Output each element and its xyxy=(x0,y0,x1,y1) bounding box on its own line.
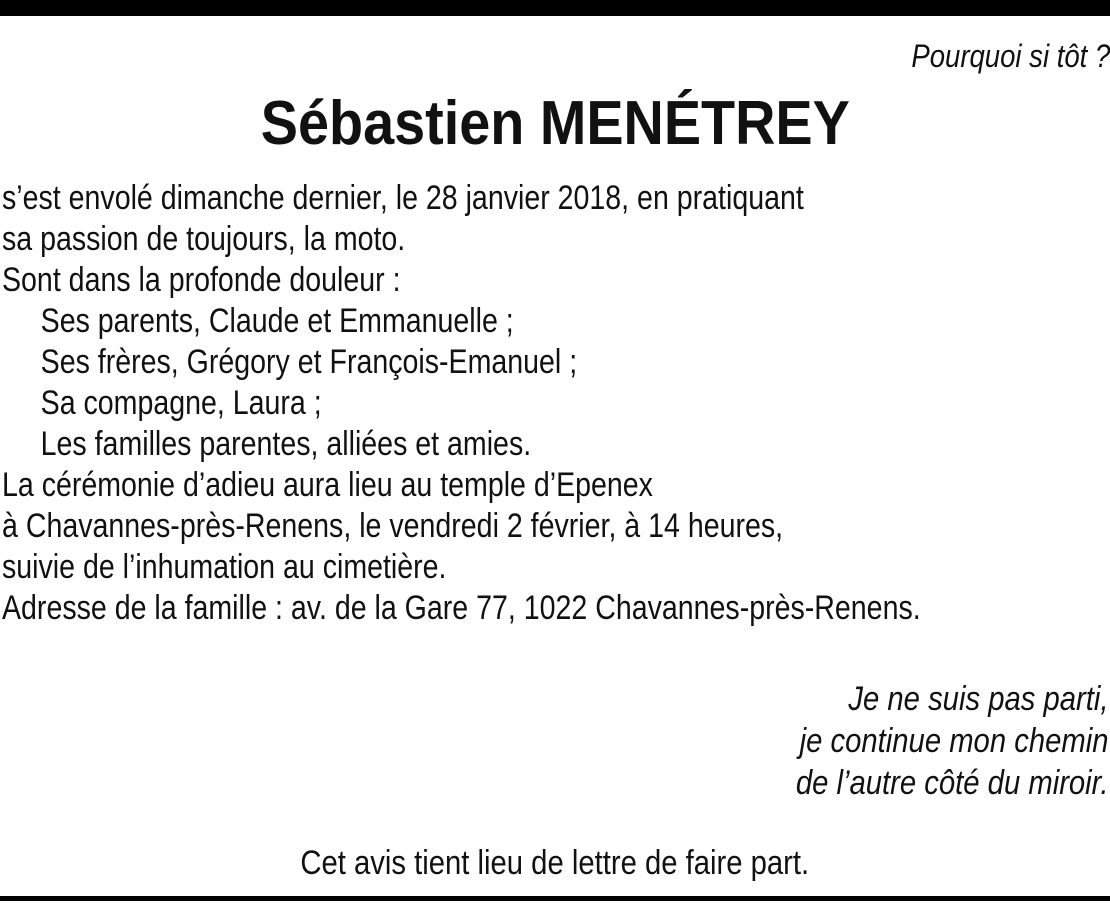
ceremony-line: La cérémonie d’adieu aura lieu au temple d’Epenex xyxy=(2,466,653,504)
poem-line: de l’autre côté du miroir. xyxy=(795,764,1108,802)
notice-body xyxy=(2,178,921,629)
body-line: s’est envolé dimanche dernier, le 28 janvier 2018, en pratiquant xyxy=(2,179,804,217)
mourner-line: Les familles parentes, alliées et amies. xyxy=(40,425,532,463)
body-line: sa passion de toujours, la moto. xyxy=(2,220,406,258)
body-line: Sont dans la profonde douleur : xyxy=(2,261,401,299)
poem-line: je continue mon chemin xyxy=(799,722,1108,760)
poem-line: Je ne suis pas parti, xyxy=(847,680,1108,718)
closing-note-text: Cet avis tient lieu de lettre de faire part. xyxy=(300,844,810,882)
ceremony-line: à Chavannes-près-Renens, le vendredi 2 février, à 14 heures, xyxy=(2,507,784,545)
bottom-border-rule xyxy=(0,896,1110,901)
mourner-line: Sa compagne, Laura ; xyxy=(40,384,322,422)
family-address-line: Adresse de la famille : av. de la Gare 77, 1022 Chavannes-près-Renens. xyxy=(2,589,921,627)
closing-note xyxy=(0,844,1110,883)
poem xyxy=(795,678,1108,804)
epigraph: Pourquoi si tôt ? xyxy=(911,38,1110,74)
deceased-name-text: Sébastien MENÉTREY xyxy=(260,89,850,158)
deceased-name xyxy=(0,88,1110,159)
mourner-line: Ses frères, Grégory et François-Emanuel ; xyxy=(40,343,578,381)
top-border-rule xyxy=(0,0,1110,16)
mourner-line: Ses parents, Claude et Emmanuelle ; xyxy=(40,302,514,340)
ceremony-line: suivie de l’inhumation au cimetière. xyxy=(2,548,447,586)
